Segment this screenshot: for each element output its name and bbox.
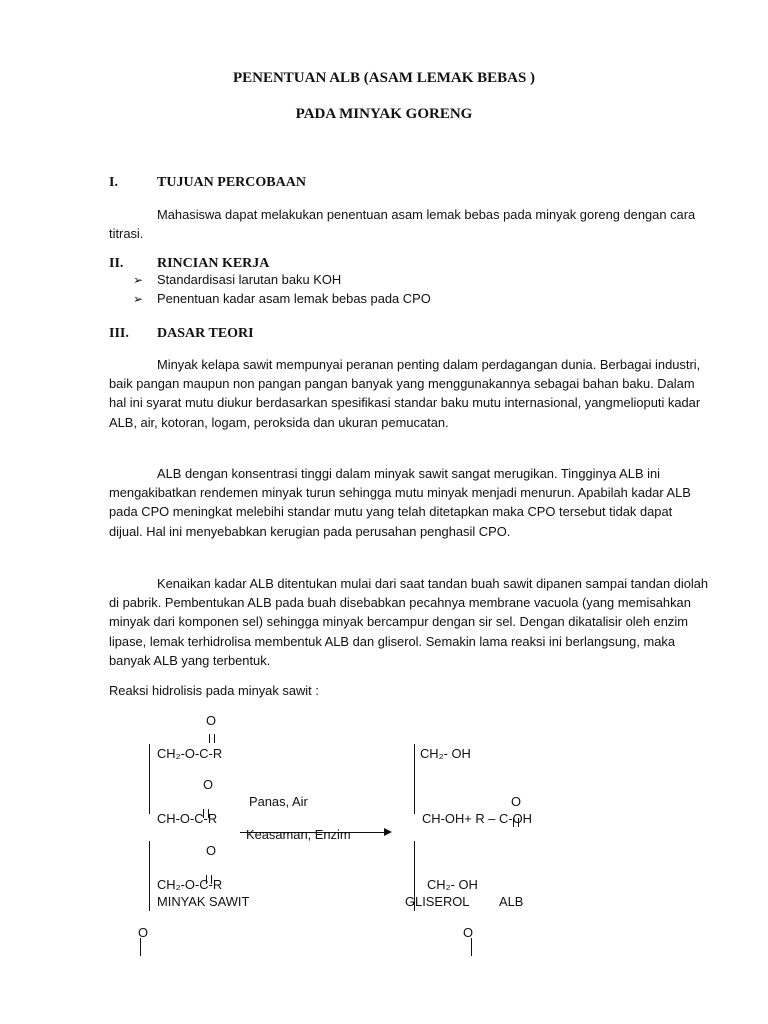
oxygen-label: O — [206, 713, 217, 728]
left-bracket-line — [149, 841, 150, 911]
oxygen-label: O — [206, 843, 217, 858]
oxygen-label: O — [463, 925, 474, 940]
gliserol-row-1: CH₂- OH — [420, 746, 471, 761]
document-title-line-1: PENENTUAN ALB (ASAM LEMAK BEBAS ) — [232, 70, 536, 86]
condition-bottom: Keasaman, Enzim — [246, 827, 351, 842]
right-bracket-line — [471, 938, 472, 956]
triglyceride-row-1: CH₂-O-C-R — [157, 746, 223, 761]
double-bond — [209, 734, 215, 743]
gliserol-row-3: CH₂- OH — [427, 877, 478, 892]
section-2-number: II. — [109, 256, 124, 271]
minyak-sawit-label: MINYAK SAWIT — [157, 894, 250, 909]
left-bracket-line — [149, 744, 150, 814]
section-1-heading: TUJUAN PERCOBAAN — [157, 175, 306, 190]
rincian-item — [133, 272, 341, 287]
arrow-bullet-icon: ➢ — [133, 292, 144, 306]
section-3-number: III. — [109, 326, 129, 341]
arrow-bullet-icon: ➢ — [133, 273, 144, 287]
reaction-intro: Reaksi hidrolisis pada minyak sawit : — [109, 683, 319, 698]
tujuan-paragraph: Mahasiswa dapat melakukan penentuan asam lemak bebas pada minyak goreng dengan cara titrasi. — [109, 207, 696, 242]
alb-label: ALB — [499, 894, 524, 909]
section-2-heading: RINCIAN KERJA — [157, 256, 270, 271]
gliserol-label: GLISEROL — [405, 894, 470, 909]
section-3-heading: DASAR TEORI — [157, 326, 254, 341]
section-1-number: I. — [109, 175, 118, 190]
rincian-item-text: Penentuan kadar asam lemak bebas pada CPO — [157, 291, 431, 306]
teori-paragraph-2: ALB dengan konsentrasi tinggi dalam minyak sawit sangat merugikan. Tingginya ALB ini mengakibatkan rendemen minyak turun sehingga mutu minyak menjadi menurun. Apabilah kadar ALB pada CPO meningkat melebihi standar mutu yang telah ditetapkan maka CPO tersebut tidak dapat dijual. Hal ini menyebabkan kerugian pada perusahan penghasil CPO. — [109, 466, 691, 539]
document-title-line-2: PADA MINYAK GORENG — [295, 106, 473, 122]
rincian-item — [133, 291, 431, 306]
condition-top: Panas, Air — [249, 794, 308, 809]
oxygen-label: O — [138, 925, 149, 940]
gliserol-row-2: CH-OH+ R – C-OH — [422, 811, 532, 826]
left-bracket-line — [140, 938, 141, 956]
rincian-item-text: Standardisasi larutan baku KOH — [157, 272, 342, 287]
reaction-arrow-head-icon — [384, 828, 392, 836]
oxygen-label: O — [511, 794, 522, 809]
teori-paragraph-1: Minyak kelapa sawit mempunyai peranan penting dalam perdagangan dunia. Berbagai industri, baik pangan maupun non pangan pangan banyak yang menggunakannya sebagai bahan baku. Dalam hal ini syarat mutu diukur berdasarkan spesifikasi standar baku mutu internasional, yangmelioputi kadar ALB, air, kotoran, logam, peroksida dan ukuran pemucatan. — [109, 357, 701, 430]
triglyceride-row-2: CH-O-C-R — [157, 811, 218, 826]
triglyceride-row-3: CH₂-O-C-R — [157, 877, 223, 892]
right-bracket-line — [414, 744, 415, 814]
oxygen-label: O — [203, 777, 214, 792]
teori-paragraph-3: Kenaikan kadar ALB ditentukan mulai dari saat tandan buah sawit dipanen sampai tandan diolah di pabrik. Pembentukan ALB pada buah disebabkan pecahnya membrane vacuola (yang memisahkan minyak dari komponen sel) sehingga minyak bercampur dengan sir sel. Dengan dikatalisir oleh enzim lipase, lemak terhidrolisa membentuk ALB dan gliserol. Semakin lama reaksi ini berlangsung, maka banyak ALB yang terbentuk. — [109, 576, 709, 668]
